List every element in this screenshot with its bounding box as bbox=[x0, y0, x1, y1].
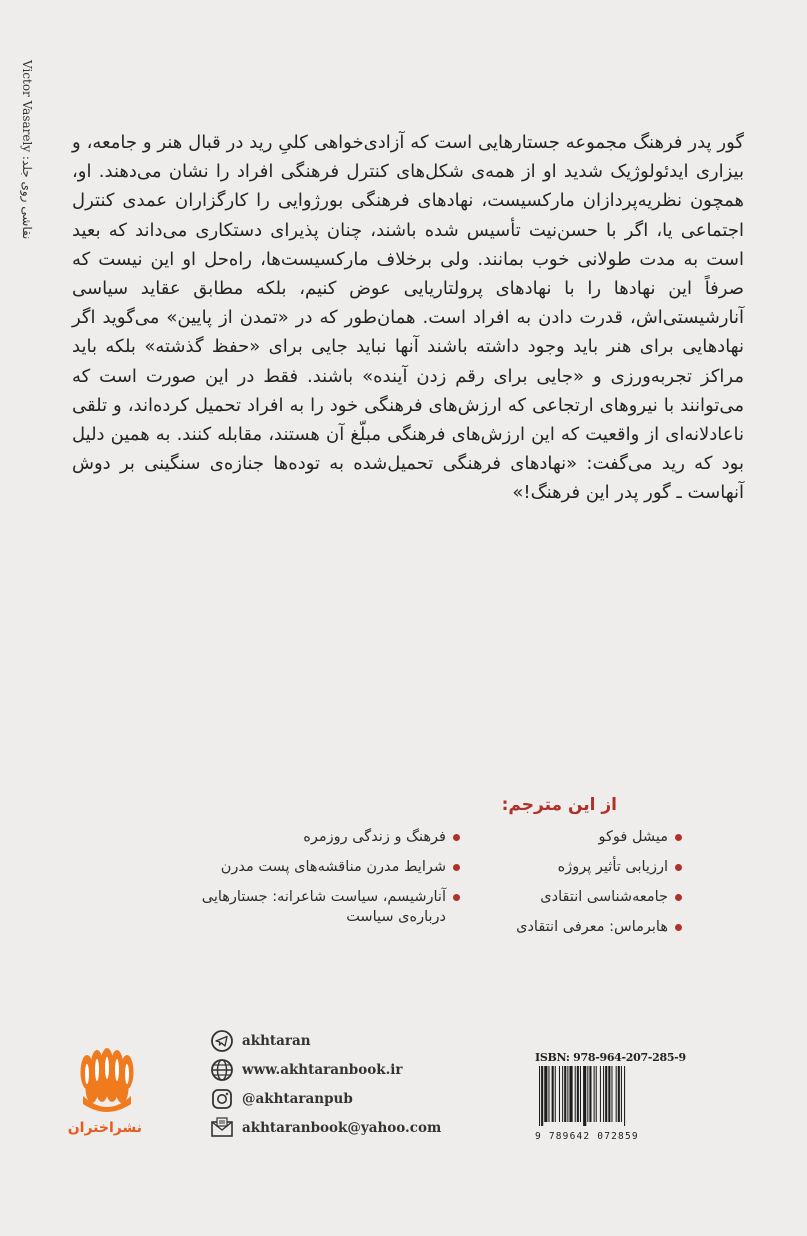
telegram-handle: akhtaran bbox=[242, 1033, 311, 1049]
cover-artist-credit: Victor Vasarely :نقاشی روی جلد bbox=[20, 60, 34, 240]
barcode-bar bbox=[621, 1066, 622, 1122]
barcode-bar bbox=[555, 1066, 556, 1122]
barcode-bar bbox=[624, 1066, 625, 1126]
barcode-bar bbox=[616, 1066, 617, 1122]
barcode-graphic bbox=[535, 1064, 670, 1126]
list-item: آنارشیسم، سیاست شاعرانه: جستارهایی درباره‌ی سیاست bbox=[192, 887, 462, 927]
barcode-bar bbox=[618, 1066, 620, 1122]
website-url: www.akhtaranbook.ir bbox=[242, 1062, 403, 1078]
barcode-bar bbox=[587, 1066, 588, 1122]
barcode-bar bbox=[567, 1066, 568, 1122]
translator-other-titles-heading: از این مترجم: bbox=[501, 795, 617, 815]
barcode-bar bbox=[559, 1066, 560, 1122]
barcode-bar bbox=[594, 1066, 595, 1122]
list-item: شرایط مدرن مناقشه‌های پست مدرن bbox=[192, 857, 462, 877]
barcode-bar bbox=[552, 1066, 554, 1122]
isbn-barcode bbox=[535, 1051, 686, 1142]
list-item: فرهنگ و زندگی روزمره bbox=[192, 827, 462, 847]
telegram-row bbox=[210, 1030, 510, 1052]
barcode-bar bbox=[580, 1066, 581, 1122]
isbn-label: ISBN: 978-964-207-285-9 bbox=[535, 1051, 686, 1064]
barcode-bar bbox=[562, 1066, 563, 1122]
barcode-bar bbox=[539, 1066, 540, 1126]
barcode-bar bbox=[596, 1066, 597, 1122]
publisher-name: نشراختران bbox=[67, 1120, 142, 1136]
back-cover-blurb bbox=[72, 128, 744, 508]
publisher-flower-logo bbox=[75, 1048, 139, 1114]
barcode-bar bbox=[564, 1066, 566, 1122]
list-item: جامعه‌شناسی انتقادی bbox=[464, 887, 684, 907]
barcode-bar bbox=[600, 1066, 601, 1122]
website-row bbox=[210, 1059, 510, 1081]
list-item: میشل فوکو bbox=[464, 827, 684, 847]
instagram-icon bbox=[210, 1088, 234, 1110]
blurb-paragraph: گور پدر فرهنگ مجموعه جستارهایی است که آزادی‌خواهی کلیِ رید در قبال هنر و جامعه، و بیزاری ایدئولوژیک شدید او از همه‌ی شکل‌های کنترل فرهنگی افراد را نشان می‌دهند. او، همچون نظریه‌پردازان مارکسیست، نهادهای فرهنگی بورژوایی را کارگزاران عمدی کنترل اجتماعی یا، اگر با حسن‌نیت تأسیس شده باشند، چنان پذیرای دستکاری می‌داند که بعید است به مدت طولانی خوب بمانند. ولی برخلاف مارکسیست‌ها، راه‌حل او این نیست که صرفاً این نهادها را با نهادهای پرولتاریایی عوض کنیم، بلکه مطابق عقاید سیاسی آنارشیستی‌اش، قدرت دادن به افراد است. همان‌طور که در «تمدن از پایین» می‌گوید اگر نهادهایی برای هنر باید وجود داشته باشند آنها نباید جایی برای «حفظ گذشته» بلکه باید مراکز تجربه‌ورزی و «جایی برای رقم زدن آینده» باشند. فقط در این صورت است که می‌توانند با نیروهای ارتجاعی که ارزش‌های فرهنگی خود را به افراد تحمیل کرده‌اند، و تلقی ناعادلانه‌ای از واقعیت که این ارزش‌های فرهنگی مبلّغ آن هستند، مقابله کنند. به همین دلیل بود که رید می‌گفت: «نهادهای فرهنگی تحمیل‌شده به توده‌ها جنازه‌ی سنگینی بر دوش آنهاست ـ گور پدر این فرهنگ!» bbox=[72, 132, 744, 504]
barcode-bar bbox=[544, 1066, 547, 1122]
other-titles-list-right bbox=[464, 827, 684, 947]
barcode-bar bbox=[603, 1066, 604, 1122]
list-item: ارزیابی تأثیر پروژه bbox=[464, 857, 684, 877]
list-item: هابرماس: معرفی انتقادی bbox=[464, 917, 684, 937]
instagram-row bbox=[210, 1088, 510, 1110]
contact-info bbox=[210, 1030, 510, 1146]
barcode-bar bbox=[577, 1066, 579, 1122]
email-icon bbox=[210, 1117, 234, 1139]
barcode-bar bbox=[611, 1066, 612, 1122]
barcode-number: 9 789642 072859 bbox=[535, 1131, 639, 1142]
barcode-bar bbox=[575, 1066, 576, 1122]
email-address: akhtaranbook@yahoo.com bbox=[242, 1120, 442, 1136]
barcode-bar bbox=[569, 1066, 572, 1122]
barcode-bar bbox=[608, 1066, 610, 1122]
telegram-icon bbox=[210, 1030, 234, 1052]
instagram-handle: @akhtaranpub bbox=[242, 1091, 353, 1107]
other-titles-list-left bbox=[192, 827, 462, 937]
globe-icon bbox=[210, 1059, 234, 1081]
publisher-logo bbox=[67, 1048, 142, 1136]
barcode-bar bbox=[583, 1066, 586, 1126]
email-row bbox=[210, 1117, 510, 1139]
barcode-bar bbox=[548, 1066, 549, 1122]
barcode-bar bbox=[541, 1066, 543, 1126]
barcode-bar bbox=[589, 1066, 591, 1122]
barcode-bar bbox=[605, 1066, 607, 1122]
